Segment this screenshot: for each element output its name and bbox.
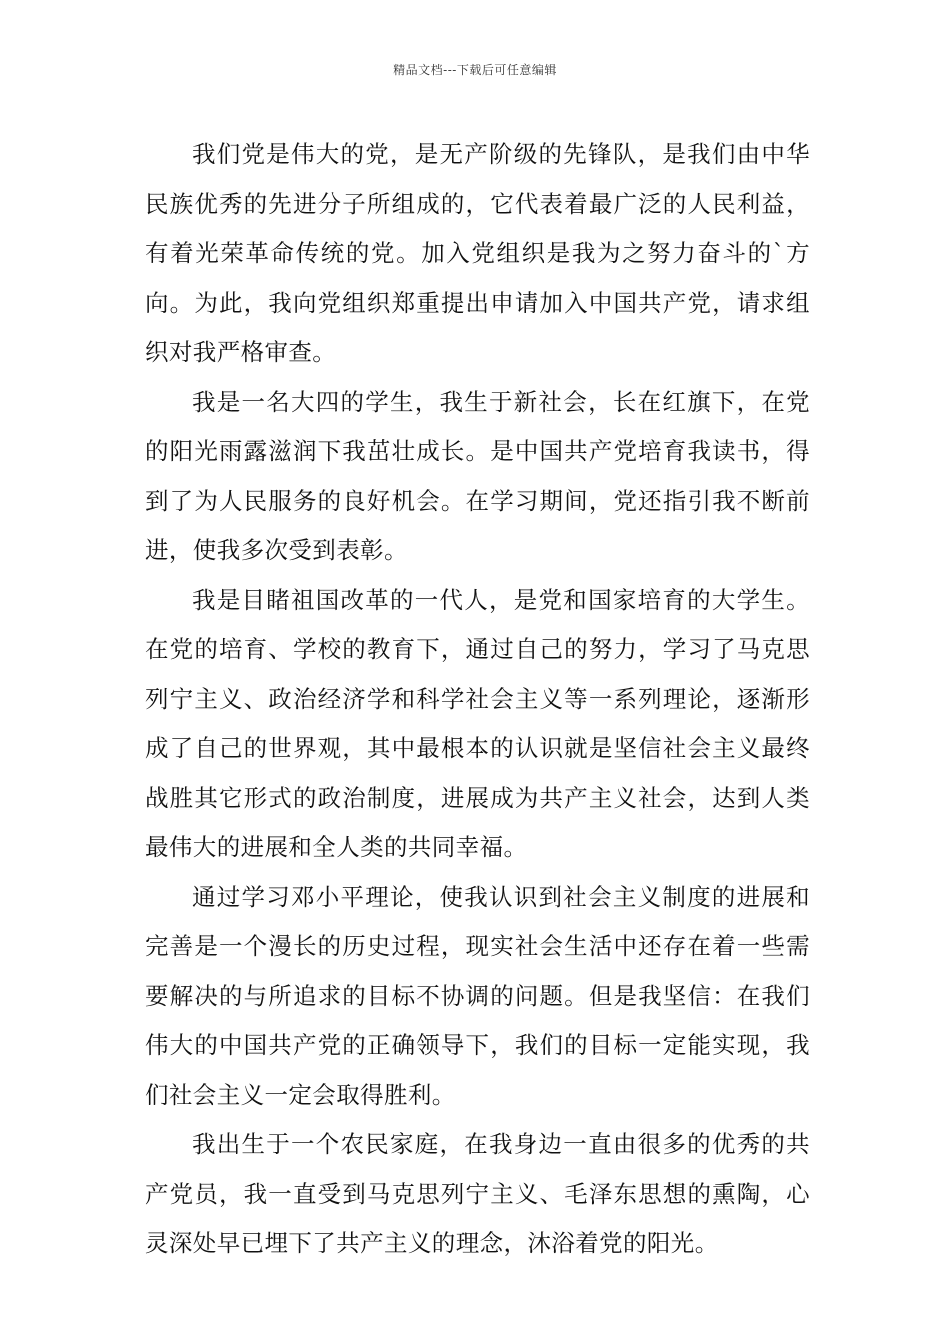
paragraph-1: 我们党是伟大的党，是无产阶级的先锋队，是我们由中华民族优秀的先进分子所组成的，它代表着最广泛的人民利益，有着光荣革命传统的党。加入党组织是我为之努力奋斗的`方向。为此，我向党组织郑重提出申请加入中国共产党，请求组织对我严格审查。 [145, 140, 810, 366]
page-header: 精品文档---下载后可任意编辑 [393, 63, 557, 77]
paragraph-4: 通过学习邓小平理论，使我认识到社会主义制度的进展和完善是一个漫长的历史过程，现实社会生活中还存在着一些需要解决的与所追求的目标不协调的问题。但是我坚信：在我们伟大的中国共产党的正确领导下，我们的目标一定能实现，我们社会主义一定会取得胜利。 [145, 882, 810, 1109]
document-body [145, 130, 810, 1269]
paragraph-5: 我出生于一个农民家庭，在我身边一直由很多的优秀的共产党员，我一直受到马克思列宁主义、毛泽东思想的熏陶，心灵深处早已埋下了共产主义的理念，沐浴着党的阳光。 [145, 1130, 810, 1257]
paragraph-3: 我是目睹祖国改革的一代人，是党和国家培育的大学生。在党的培育、学校的教育下，通过自己的努力，学习了马克思列宁主义、政治经济学和科学社会主义等一系列理论，逐渐形成了自己的世界观，其中最根本的认识就是坚信社会主义最终战胜其它形式的政治制度，进展成为共产主义社会，达到人类最伟大的进展和全人类的共同幸福。 [145, 585, 810, 861]
paragraph-2: 我是一名大四的学生，我生于新社会，长在红旗下，在党的阳光雨露滋润下我茁壮成长。是中国共产党培育我读书，得到了为人民服务的良好机会。在学习期间，党还指引我不断前进，使我多次受到表彰。 [145, 387, 810, 564]
